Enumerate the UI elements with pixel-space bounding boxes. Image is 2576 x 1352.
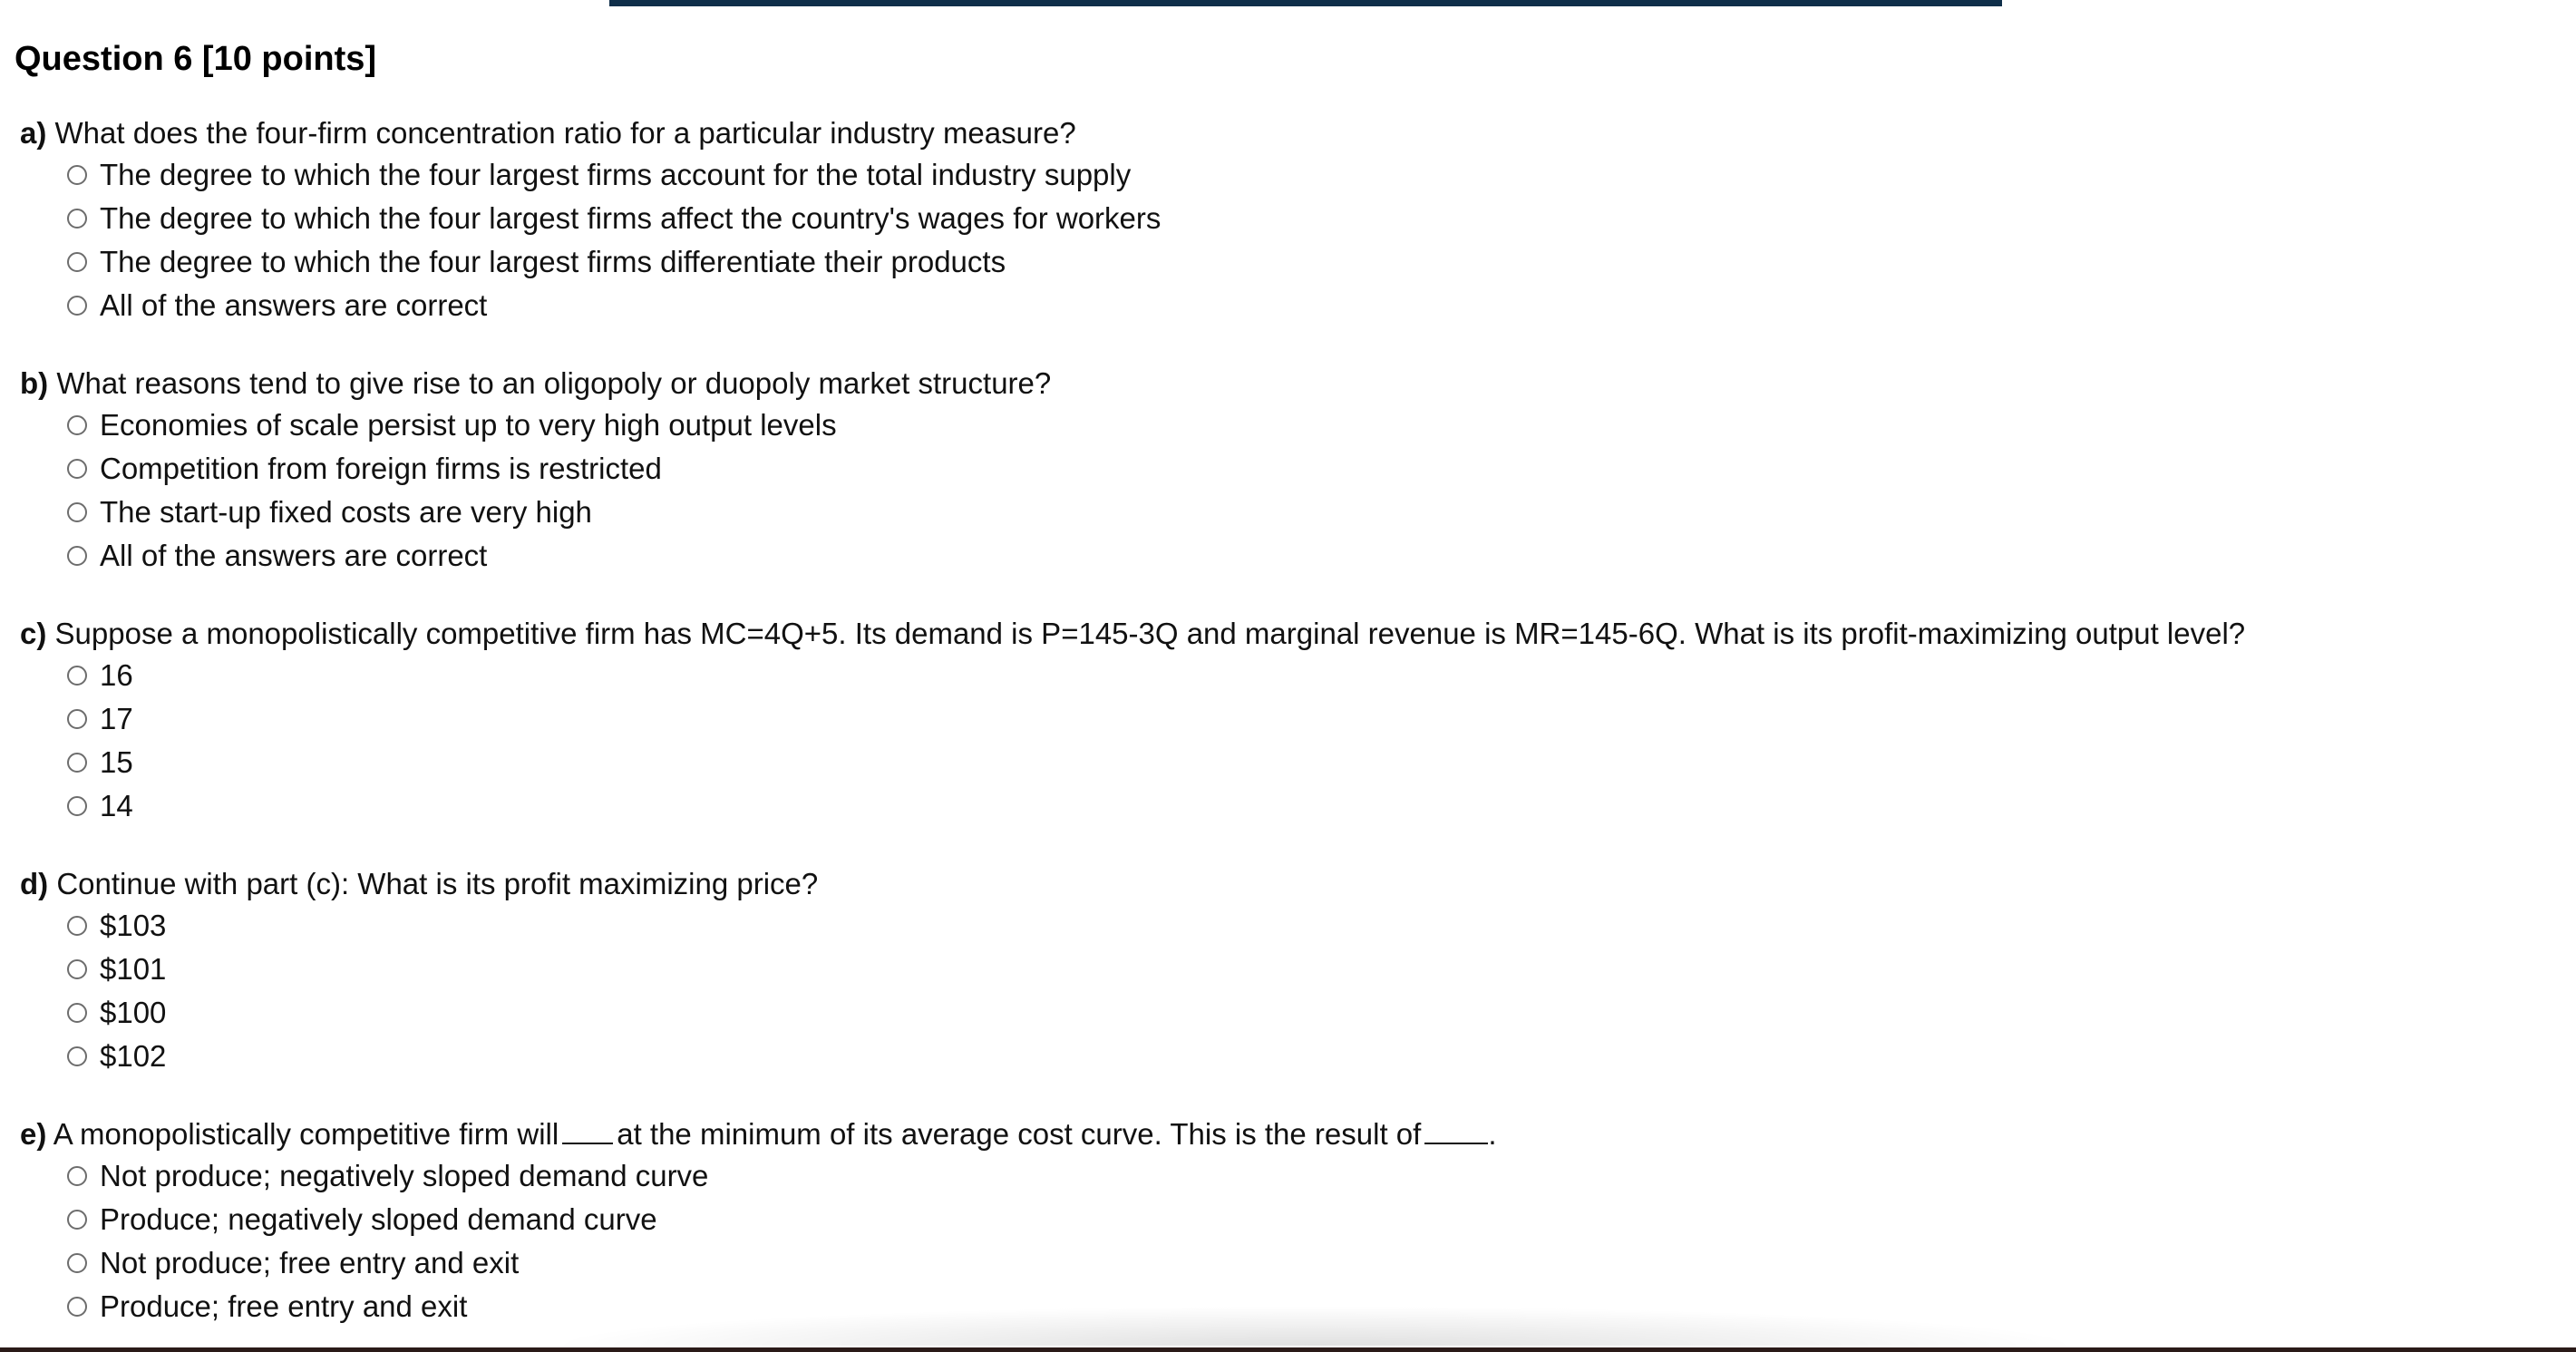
- question-letter: b): [20, 366, 49, 400]
- radio-button[interactable]: [67, 252, 87, 272]
- option-a-1[interactable]: [67, 153, 2541, 197]
- radio-button[interactable]: [67, 1003, 87, 1023]
- option-label: The degree to which the four largest firms differentiate their products: [100, 245, 1006, 278]
- option-label: Produce; negatively sloped demand curve: [100, 1202, 657, 1236]
- question-text-part2: at the minimum of its average cost curve. This is the result of: [617, 1117, 1422, 1151]
- option-label: Competition from foreign firms is restricted: [100, 452, 662, 485]
- question-prompt: [20, 1114, 2541, 1154]
- option-d-4[interactable]: [67, 1035, 2541, 1078]
- option-label: $101: [100, 952, 167, 986]
- radio-button[interactable]: [67, 165, 87, 185]
- option-d-2[interactable]: [67, 948, 2541, 991]
- option-a-4[interactable]: [67, 284, 2541, 327]
- option-e-2[interactable]: [67, 1198, 2541, 1241]
- option-label: 15: [100, 745, 133, 779]
- radio-button[interactable]: [67, 1166, 87, 1186]
- option-b-1[interactable]: [67, 404, 2541, 447]
- bottom-edge: [0, 1347, 2576, 1352]
- radio-button[interactable]: [67, 796, 87, 816]
- question-text-part3: .: [1488, 1117, 1497, 1151]
- option-d-3[interactable]: [67, 991, 2541, 1035]
- option-c-1[interactable]: [67, 654, 2541, 697]
- page-title: Question 6 [10 points]: [15, 40, 377, 78]
- options-list: [20, 153, 2541, 327]
- radio-button[interactable]: [67, 1210, 87, 1230]
- option-b-4[interactable]: [67, 534, 2541, 578]
- option-c-3[interactable]: [67, 741, 2541, 784]
- radio-button[interactable]: [67, 502, 87, 522]
- radio-button[interactable]: [67, 546, 87, 566]
- radio-button[interactable]: [67, 709, 87, 729]
- radio-button[interactable]: [67, 916, 87, 936]
- fill-in-blank: [1424, 1115, 1488, 1144]
- option-label: 17: [100, 702, 133, 735]
- question-letter: a): [20, 116, 47, 150]
- question-text: What does the four-firm concentration ratio for a particular industry measure?: [54, 116, 1076, 150]
- option-label: $103: [100, 909, 167, 942]
- option-a-2[interactable]: [67, 197, 2541, 240]
- question-d: [20, 864, 2541, 1078]
- radio-button[interactable]: [67, 753, 87, 773]
- question-prompt: [20, 864, 2541, 904]
- options-list: [20, 1154, 2541, 1328]
- option-label: $102: [100, 1039, 167, 1073]
- options-list: [20, 904, 2541, 1078]
- option-e-1[interactable]: [67, 1154, 2541, 1198]
- question-text: Continue with part (c): What is its profit maximizing price?: [56, 867, 819, 900]
- option-label: All of the answers are correct: [100, 288, 488, 322]
- radio-button[interactable]: [67, 459, 87, 479]
- option-e-3[interactable]: [67, 1241, 2541, 1285]
- question-text: What reasons tend to give rise to an oligopoly or duopoly market structure?: [56, 366, 1052, 400]
- question-c: [20, 614, 2541, 828]
- radio-button[interactable]: [67, 666, 87, 686]
- option-label: Economies of scale persist up to very high output levels: [100, 408, 837, 442]
- option-a-3[interactable]: [67, 240, 2541, 284]
- option-d-1[interactable]: [67, 904, 2541, 948]
- option-label: 16: [100, 658, 133, 692]
- question-letter: d): [20, 867, 49, 900]
- question-prompt: [20, 364, 2541, 404]
- bottom-shadow: [544, 1306, 2085, 1346]
- option-label: Not produce; free entry and exit: [100, 1246, 520, 1279]
- radio-button[interactable]: [67, 1253, 87, 1273]
- question-prompt: [20, 113, 2541, 153]
- question-e: [20, 1114, 2541, 1328]
- option-label: $100: [100, 996, 167, 1029]
- options-list: [20, 404, 2541, 578]
- fill-in-blank: [562, 1115, 613, 1144]
- options-list: [20, 654, 2541, 828]
- option-label: Not produce; negatively sloped demand curve: [100, 1159, 709, 1192]
- question-text: Suppose a monopolistically competitive firm has MC=4Q+5. Its demand is P=145-3Q and marginal revenue is MR=145-6Q. What is its profit-maximizing output level?: [54, 617, 2246, 650]
- question-text-part1: A monopolistically competitive firm will: [53, 1117, 559, 1151]
- question-prompt: [20, 614, 2541, 654]
- option-c-4[interactable]: [67, 784, 2541, 828]
- option-label: Produce; free entry and exit: [100, 1289, 468, 1323]
- radio-button[interactable]: [67, 1297, 87, 1317]
- question-letter: e): [20, 1117, 47, 1151]
- option-b-2[interactable]: [67, 447, 2541, 491]
- option-b-3[interactable]: [67, 491, 2541, 534]
- option-label: The degree to which the four largest firms account for the total industry supply: [100, 158, 1132, 191]
- radio-button[interactable]: [67, 959, 87, 979]
- radio-button[interactable]: [67, 1046, 87, 1066]
- option-c-2[interactable]: [67, 697, 2541, 741]
- radio-button[interactable]: [67, 296, 87, 316]
- question-a: [20, 113, 2541, 327]
- option-label: The degree to which the four largest firms affect the country's wages for workers: [100, 201, 1162, 235]
- question-b: [20, 364, 2541, 578]
- option-label: The start-up fixed costs are very high: [100, 495, 592, 529]
- top-accent-bar: [609, 0, 2002, 6]
- radio-button[interactable]: [67, 209, 87, 229]
- option-label: 14: [100, 789, 133, 822]
- radio-button[interactable]: [67, 415, 87, 435]
- question-letter: c): [20, 617, 47, 650]
- option-label: All of the answers are correct: [100, 539, 488, 572]
